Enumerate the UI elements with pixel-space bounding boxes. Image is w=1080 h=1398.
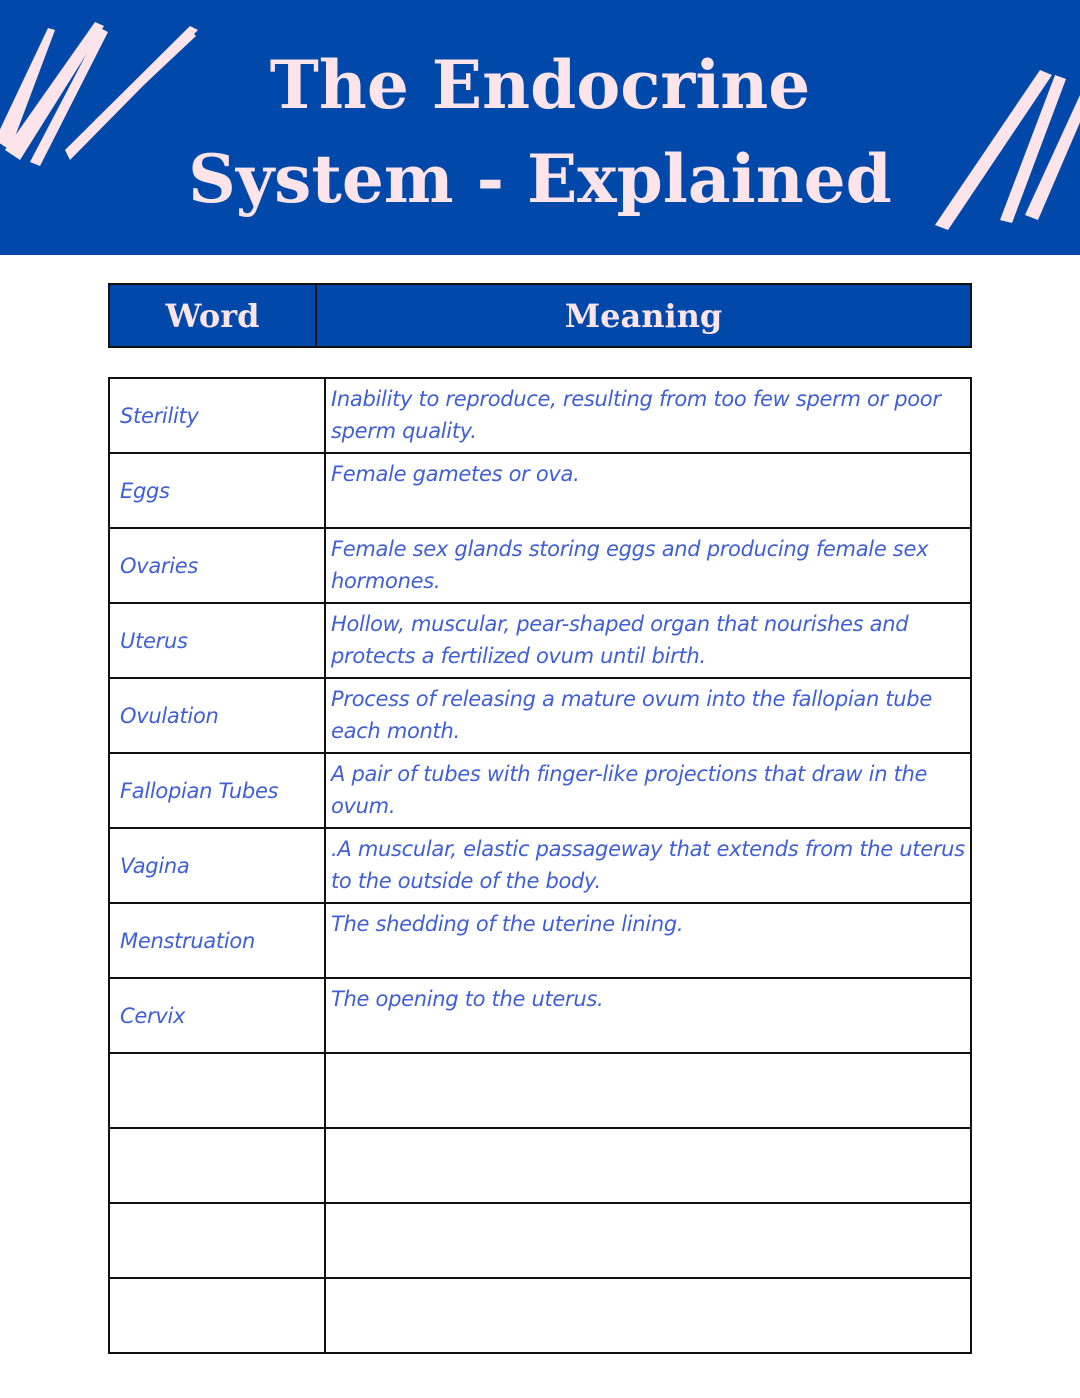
table-row bbox=[109, 978, 971, 1053]
meaning-cell: The opening to the uterus. bbox=[325, 978, 971, 1053]
word-cell bbox=[109, 1128, 325, 1203]
meaning-cell: .A muscular, elastic passageway that extends from the uterus to the outside of the body. bbox=[325, 828, 971, 903]
word-cell: Ovaries bbox=[109, 528, 325, 603]
title-banner bbox=[0, 0, 1080, 255]
meaning-cell: Inability to reproduce, resulting from too few sperm or poor sperm quality. bbox=[325, 378, 971, 453]
word-cell: Cervix bbox=[109, 978, 325, 1053]
page-title bbox=[0, 38, 1080, 226]
table-header bbox=[108, 283, 972, 348]
word-cell: Eggs bbox=[109, 453, 325, 528]
meaning-cell bbox=[325, 1128, 971, 1203]
word-cell: Fallopian Tubes bbox=[109, 753, 325, 828]
column-header-meaning: Meaning bbox=[564, 296, 723, 335]
table-row bbox=[109, 903, 971, 978]
table-row bbox=[109, 528, 971, 603]
meaning-cell: Hollow, muscular, pear-shaped organ that nourishes and protects a fertilized ovum until birth. bbox=[325, 603, 971, 678]
table-row-empty bbox=[109, 1128, 971, 1203]
meaning-cell: A pair of tubes with finger-like projections that draw in the ovum. bbox=[325, 753, 971, 828]
word-cell: Menstruation bbox=[109, 903, 325, 978]
word-cell: Uterus bbox=[109, 603, 325, 678]
word-cell: Sterility bbox=[109, 378, 325, 453]
meaning-cell bbox=[325, 1278, 971, 1353]
meaning-cell: Female sex glands storing eggs and producing female sex hormones. bbox=[325, 528, 971, 603]
word-cell bbox=[109, 1278, 325, 1353]
column-header-word: Word bbox=[110, 285, 317, 346]
table-row bbox=[109, 678, 971, 753]
table-row-empty bbox=[109, 1278, 971, 1353]
title-line-2: System - Explained bbox=[188, 140, 892, 218]
table-row-empty bbox=[109, 1053, 971, 1128]
word-cell: Ovulation bbox=[109, 678, 325, 753]
word-cell: Vagina bbox=[109, 828, 325, 903]
table-row bbox=[109, 828, 971, 903]
meaning-cell bbox=[325, 1203, 971, 1278]
title-line-1: The Endocrine bbox=[269, 46, 811, 124]
table-row-empty bbox=[109, 1203, 971, 1278]
meaning-cell: Female gametes or ova. bbox=[325, 453, 971, 528]
vocabulary-table bbox=[108, 377, 972, 1354]
meaning-cell bbox=[325, 1053, 971, 1128]
meaning-cell: Process of releasing a mature ovum into the fallopian tube each month. bbox=[325, 678, 971, 753]
table-row bbox=[109, 753, 971, 828]
word-cell bbox=[109, 1203, 325, 1278]
table-row bbox=[109, 453, 971, 528]
meaning-cell: The shedding of the uterine lining. bbox=[325, 903, 971, 978]
table-row bbox=[109, 603, 971, 678]
word-cell bbox=[109, 1053, 325, 1128]
table-row bbox=[109, 378, 971, 453]
